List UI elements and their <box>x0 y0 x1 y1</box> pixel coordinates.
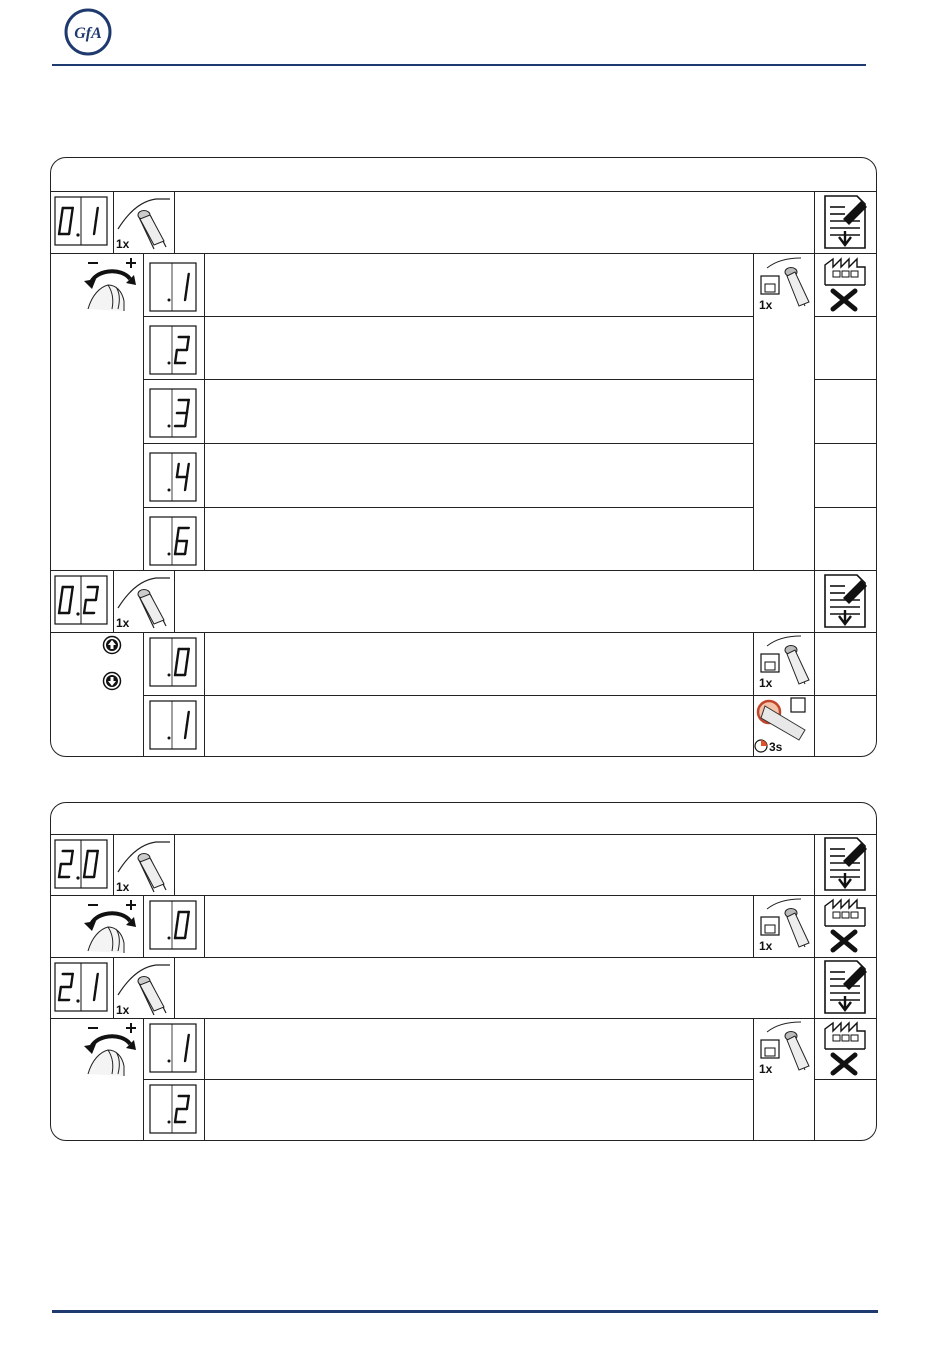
col-divider <box>143 253 144 570</box>
row-divider <box>814 379 876 380</box>
hold-duration-label: 3s <box>769 740 783 754</box>
option-value-display <box>149 1023 197 1073</box>
col-divider <box>814 895 815 957</box>
option-value-display <box>149 452 197 502</box>
col-divider <box>814 253 815 570</box>
factory-settings-icon <box>821 1019 869 1077</box>
long-press-save-icon <box>753 696 813 756</box>
document-edit-icon <box>821 835 869 893</box>
menu-code-display <box>54 839 108 889</box>
arrow-down-icon <box>102 671 122 691</box>
col-divider <box>143 1018 144 1140</box>
rotary-knob-icon <box>78 897 140 953</box>
col-divider <box>814 834 815 895</box>
row-divider <box>143 1079 753 1080</box>
row-divider <box>143 316 753 317</box>
option-value-display <box>149 262 197 312</box>
row-divider <box>143 507 753 508</box>
option-value-display <box>149 900 197 950</box>
col-divider <box>174 957 175 1018</box>
col-divider <box>814 957 815 1018</box>
col-divider <box>174 191 175 253</box>
press-count-label: 1x <box>116 616 130 630</box>
option-value-display <box>149 700 197 750</box>
row-divider <box>814 443 876 444</box>
col-divider <box>753 1018 754 1140</box>
col-divider <box>753 253 754 570</box>
col-divider <box>204 895 205 957</box>
option-value-display <box>149 1084 197 1134</box>
document-edit-icon <box>821 958 869 1016</box>
footer-rule <box>52 1310 878 1313</box>
press-count-label: 1x <box>116 880 130 894</box>
col-divider <box>753 895 754 957</box>
document-edit-icon <box>821 572 869 630</box>
save-count-label: 1x <box>759 298 773 312</box>
option-value-display <box>149 325 197 375</box>
header-rule <box>52 64 866 66</box>
rotary-knob-icon <box>78 255 140 311</box>
row-divider <box>143 443 753 444</box>
col-divider <box>174 834 175 895</box>
save-count-label: 1x <box>759 1062 773 1076</box>
menu-code-display <box>54 962 108 1012</box>
col-divider <box>204 1018 205 1140</box>
gfa-logo <box>64 8 112 56</box>
option-value-display <box>149 516 197 566</box>
menu-code-display <box>54 196 108 246</box>
factory-settings-icon <box>821 255 869 313</box>
option-value-display <box>149 388 197 438</box>
factory-settings-icon <box>821 896 869 954</box>
col-divider <box>204 253 205 570</box>
save-count-label: 1x <box>759 939 773 953</box>
document-edit-icon <box>821 193 869 251</box>
col-divider <box>814 191 815 253</box>
row-divider <box>143 379 753 380</box>
row-divider <box>814 507 876 508</box>
col-divider <box>814 1018 815 1140</box>
col-divider <box>174 570 175 632</box>
col-divider <box>814 570 815 632</box>
col-divider <box>143 895 144 957</box>
arrow-up-icon <box>102 635 122 655</box>
logo-text: GfA <box>74 25 102 42</box>
col-divider <box>204 632 205 756</box>
press-count-label: 1x <box>116 237 130 251</box>
row-divider <box>814 1079 876 1080</box>
row-divider <box>814 316 876 317</box>
col-divider <box>143 632 144 756</box>
save-count-label: 1x <box>759 676 773 690</box>
menu-code-display <box>54 575 108 625</box>
option-value-display <box>149 637 197 687</box>
press-count-label: 1x <box>116 1003 130 1017</box>
rotary-knob-icon <box>78 1020 140 1076</box>
col-divider <box>814 632 815 756</box>
